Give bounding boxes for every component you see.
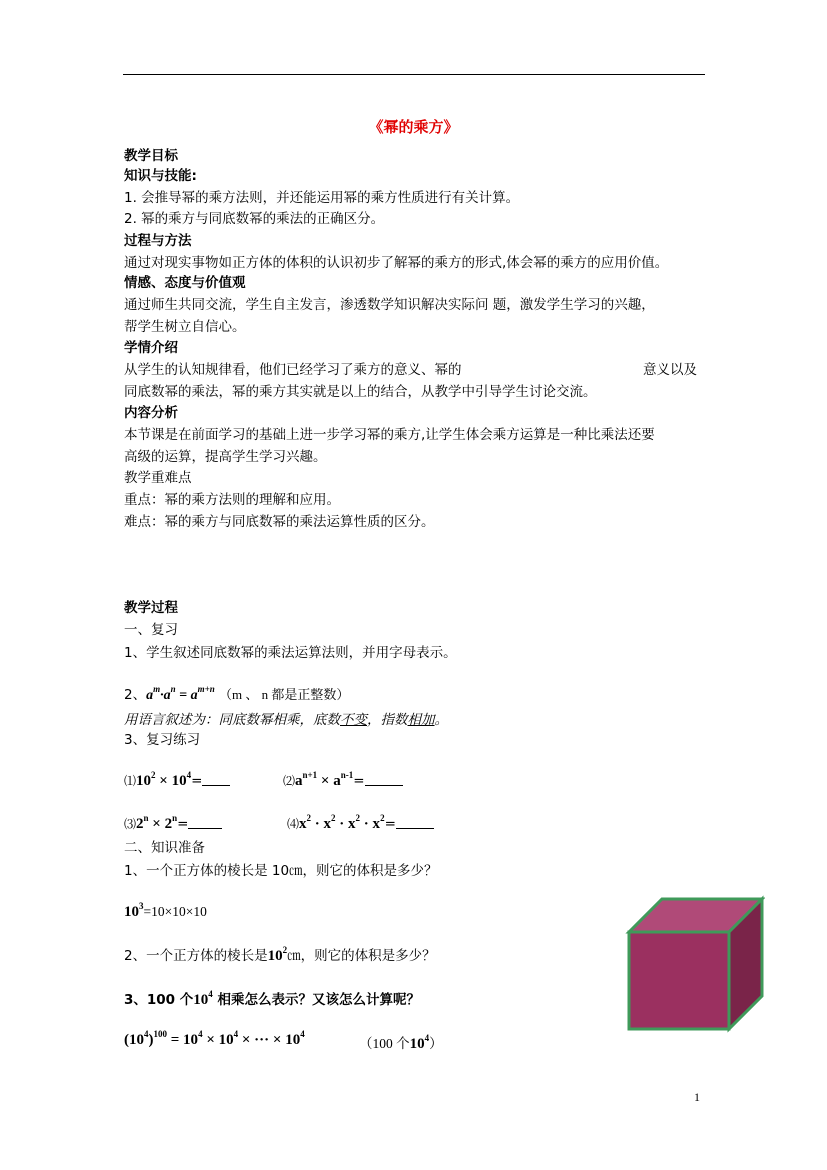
content-line-1: 本节课是在前面学习的基础上进一步学习幂的乘方,让学生体会乘方运算是一种比乘法还要 — [124, 427, 655, 443]
edge-length-10-2: $10^2$ — [267, 945, 288, 964]
cube-illustration — [625, 895, 765, 1035]
process-heading: 教学过程 — [124, 600, 178, 616]
question-3-b: 相乘怎么表示？又该怎么计算呢？ — [212, 992, 420, 1008]
expansion-formula: $(10^4)^{100} = 10^4 \times 10^4$ × ··· × $10^4$ — [124, 1029, 305, 1048]
expansion-note-power: $10^4$ — [409, 1033, 430, 1052]
rule-text-a: 用语言叙述为：同底数幂相乘，底数 — [124, 712, 340, 728]
students-line-2: 同底数幂的乘法，幂的乘方其实就是以上的结合，从教学中引导学生讨论交流。 — [124, 384, 597, 400]
students-heading: 学情介绍 — [124, 340, 178, 356]
practice-2-label: ⑵ — [283, 774, 296, 788]
difficulty-point: 难点：幂的乘方与同底数幂的乘法运算性质的区分。 — [124, 514, 435, 530]
expansion-note-b: ） — [429, 1036, 443, 1051]
practice-4-label: ⑷ — [287, 817, 300, 831]
practice-4-expression: $x^2 \cdot x^2 \cdot x^2 \cdot x^2$ — [299, 813, 385, 832]
question-2-b: ㎝，则它的体积是多少？ — [287, 948, 436, 964]
expansion-note — [359, 1028, 443, 1054]
rule-text-add: 相加 — [407, 712, 435, 728]
key-point: 重点：幂的乘方法则的理解和应用。 — [124, 492, 340, 508]
practice-1-label: ⑴ — [124, 774, 137, 788]
power-of-power-expansion — [124, 1024, 305, 1050]
review-item-2-prefix: 2、 — [124, 687, 147, 703]
product-rule-formula: $a^m\cdot a^n = a^{m+n}$ — [146, 684, 215, 703]
question-3-a: 3、100 个 — [124, 992, 194, 1008]
practice-3: $⑶2^n \times 2^n=$ — [124, 808, 222, 834]
page-number: 1 — [694, 1090, 700, 1104]
review-heading: 一、复习 — [124, 622, 178, 638]
cube-power-10-3: $10^3$ — [124, 901, 144, 920]
question-1: 1、一个正方体的棱长是 10㎝，则它的体积是多少？ — [124, 863, 438, 879]
question-1-answer-rest: =10×10×10 — [143, 904, 207, 919]
review-item-1: 1、学生叙述同底数幂的乘法运算法则，并用字母表示。 — [124, 645, 457, 661]
practice-4-blank — [396, 816, 434, 829]
attitude-heading: 情感、态度与价值观 — [124, 275, 246, 291]
rule-text-b: ，指数 — [367, 712, 408, 728]
review-item-2 — [124, 679, 349, 706]
cube-front-face — [629, 932, 729, 1029]
rule-text-same: 不变 — [340, 712, 367, 728]
practice-2: $⑵a^{n+1} \times a^{n-1}=$ — [283, 765, 403, 791]
header-rule — [123, 74, 705, 75]
practice-2-blank — [365, 773, 403, 786]
attitude-text-1: 通过师生共同交流，学生自主发言，渗透数学知识解决实际问 题，激发学生学习的兴趣， — [124, 297, 655, 313]
attitude-text-2: 帮学生树立自信心。 — [124, 319, 246, 335]
key-heading: 教学重难点 — [124, 470, 192, 486]
students-line-1b: 意义以及 — [643, 362, 697, 378]
prep-heading: 二、知识准备 — [124, 840, 205, 856]
question-1-answer — [124, 896, 207, 922]
knowledge-item-2: 2. 幂的乘方与同底数幂的乘法的正确区分。 — [124, 211, 385, 227]
review-item-2-note: （m 、 n 都是正整数） — [219, 687, 350, 702]
question-2-a: 2、一个正方体的棱长是 — [124, 948, 268, 964]
practice-2-expression: $a^{n+1} \times a^{n-1}$ — [295, 770, 354, 789]
power-10-4: $10^4$ — [193, 989, 213, 1008]
practice-heading: 3、复习练习 — [124, 732, 201, 748]
students-line-1a: 从学生的认知规律看，他们已经学习了乘方的意义、幂的 — [124, 362, 462, 378]
page-title: 《幂的乘方》 — [368, 118, 459, 136]
knowledge-item-1: 1. 会推导幂的乘方法则，并还能运用幂的乘方性质进行有关计算。 — [124, 190, 520, 206]
content-line-2: 高级的运算，提高学生学习兴趣。 — [124, 449, 327, 465]
practice-1-expression: $10^2 \times 10^4$ — [136, 770, 192, 789]
practice-1-blank — [202, 773, 230, 786]
question-2 — [124, 940, 436, 966]
rule-text-c: 。 — [434, 712, 448, 728]
practice-3-blank — [188, 816, 222, 829]
rule-statement — [124, 710, 448, 730]
practice-4: $⑷x^2 \cdot x^2 \cdot x^2 \cdot x^2=$ — [287, 808, 434, 834]
practice-1: $⑴10^2 \times 10^4=$ — [124, 765, 230, 791]
practice-3-label: ⑶ — [124, 817, 137, 831]
question-3 — [124, 984, 420, 1010]
process-method-text: 通过对现实事物如正方体的体积的认识初步了解幂的乘方的形式,体会幂的乘方的应用价值。 — [124, 255, 669, 271]
objectives-heading: 教学目标 — [124, 148, 178, 164]
practice-3-expression: $2^n \times 2^n$ — [136, 813, 178, 832]
expansion-note-a: （100 个 — [359, 1036, 410, 1051]
content-heading: 内容分析 — [124, 405, 178, 421]
knowledge-heading: 知识与技能: — [124, 168, 197, 184]
process-method-heading: 过程与方法 — [124, 233, 192, 249]
